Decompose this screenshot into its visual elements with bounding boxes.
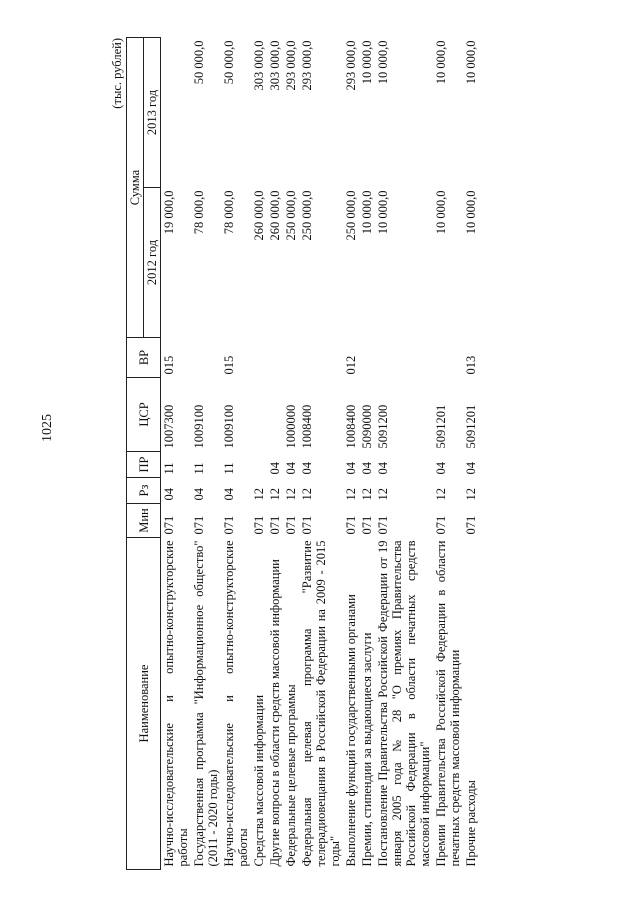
unit-label: (тыс. рублей)	[110, 38, 124, 109]
table-row	[343, 38, 359, 870]
row-vr	[375, 338, 433, 378]
row-amount-2012: 260 000,0	[252, 190, 266, 241]
row-amount-2013: 10 000,0	[376, 40, 390, 85]
row-pr: 04	[268, 462, 282, 475]
table-row	[299, 38, 343, 870]
row-name: Премии, стипендии за выдающиеся заслуги	[360, 632, 374, 867]
header-name: Наименование	[127, 538, 161, 870]
row-pr: 04	[300, 462, 314, 475]
row-amount-2013: 50 000,0	[192, 40, 206, 85]
row-csr	[267, 378, 283, 452]
row-min: 071	[192, 515, 206, 535]
row-rz: 12	[376, 488, 390, 501]
row-pr: 04	[376, 462, 390, 475]
header-sum: Сумма	[127, 38, 144, 338]
row-vr: 013	[464, 355, 478, 375]
table-row	[251, 38, 267, 870]
row-amount-2013: 10 000,0	[434, 40, 448, 85]
rotated-page-content	[112, 38, 572, 870]
row-vr	[267, 338, 283, 378]
row-csr: 1009100	[222, 404, 236, 449]
row-amount-2013: 293 000,0	[344, 40, 358, 91]
row-amount-2013: 50 000,0	[222, 40, 236, 85]
row-amount-2013	[161, 38, 192, 188]
budget-table	[126, 37, 479, 870]
row-vr: 015	[222, 355, 236, 375]
row-name: Другие вопросы в области средств массовой информации	[268, 559, 282, 867]
table-row	[433, 38, 463, 870]
row-pr: 04	[344, 462, 358, 475]
row-amount-2012: 260 000,0	[268, 190, 282, 241]
page-number: 1025	[40, 414, 55, 442]
row-name: Выполнение функций государственными органами	[344, 594, 358, 867]
row-amount-2012: 250 000,0	[300, 190, 314, 241]
row-amount-2012: 250 000,0	[344, 190, 358, 241]
row-name: Научно-исследовательские и опытно-конструкторские работы	[222, 540, 250, 867]
header-rz: Рз	[127, 478, 161, 504]
row-pr: 04	[284, 462, 298, 475]
table-row	[359, 38, 375, 870]
row-min: 071	[162, 515, 176, 535]
row-vr	[251, 338, 267, 378]
row-min: 071	[434, 515, 448, 535]
header-year-2013: 2013 год	[144, 38, 161, 188]
table-row	[221, 38, 251, 870]
row-amount-2012: 250 000,0	[284, 190, 298, 241]
row-csr: 5090000	[360, 404, 374, 449]
table-row	[283, 38, 299, 870]
row-pr	[251, 452, 267, 478]
row-pr: 11	[192, 462, 206, 475]
row-csr: 5091200	[376, 404, 390, 449]
row-name: Государственная программа "Информационное общество" (2011 - 2020 годы)	[192, 540, 220, 867]
row-min: 071	[376, 515, 390, 535]
row-rz: 12	[268, 488, 282, 501]
row-vr	[299, 338, 343, 378]
row-rz: 12	[344, 488, 358, 501]
row-min: 071	[252, 515, 266, 535]
row-rz: 12	[360, 488, 374, 501]
header-pr: ПР	[127, 452, 161, 478]
row-name: Средства массовой информации	[252, 694, 266, 867]
row-vr	[359, 338, 375, 378]
row-amount-2013: 303 000,0	[252, 40, 266, 91]
header-csr: ЦСР	[127, 378, 161, 452]
table-body	[161, 38, 480, 870]
row-rz: 12	[464, 488, 478, 501]
row-vr: 015	[162, 355, 176, 375]
row-min: 071	[222, 515, 236, 535]
row-csr: 1000000	[284, 404, 298, 449]
row-amount-2012: 10 000,0	[434, 190, 448, 235]
row-min: 071	[300, 515, 314, 535]
table-row	[267, 38, 283, 870]
row-pr: 11	[162, 462, 176, 475]
row-csr: 1008400	[344, 404, 358, 449]
row-min: 071	[344, 515, 358, 535]
header-year-2012: 2012 год	[144, 188, 161, 338]
table-row	[463, 38, 479, 870]
row-name: Прочие расходы	[464, 780, 478, 867]
row-rz: 12	[284, 488, 298, 501]
row-rz: 04	[162, 488, 176, 501]
row-rz: 12	[252, 488, 266, 501]
row-amount-2012: 19 000,0	[162, 190, 176, 235]
row-name: Научно-исследовательские и опытно-конструкторские работы	[162, 540, 190, 867]
row-pr: 04	[360, 462, 374, 475]
table-row	[375, 38, 433, 870]
row-amount-2012: 78 000,0	[222, 190, 236, 235]
row-csr: 5091201	[464, 404, 478, 449]
row-csr: 1008400	[300, 404, 314, 449]
row-csr: 1009100	[192, 404, 206, 449]
row-rz: 04	[192, 488, 206, 501]
row-rz: 04	[222, 488, 236, 501]
row-rz: 12	[434, 488, 448, 501]
row-amount-2013: 10 000,0	[464, 40, 478, 85]
row-amount-2013: 10 000,0	[360, 40, 374, 85]
row-csr	[251, 378, 267, 452]
row-pr: 04	[464, 462, 478, 475]
row-vr	[191, 338, 221, 378]
row-amount-2012: 10 000,0	[360, 190, 374, 235]
row-amount-2013: 303 000,0	[268, 40, 282, 91]
row-min: 071	[464, 515, 478, 535]
row-min: 071	[284, 515, 298, 535]
row-csr: 1007300	[162, 404, 176, 449]
row-amount-2013: 293 000,0	[300, 40, 314, 91]
row-vr: 012	[344, 355, 358, 375]
row-csr: 5091201	[434, 404, 448, 449]
header-min: Мин	[127, 504, 161, 538]
row-name: Постановление Правительства Российской Федерации от 19 января 2005 года № 28 "О премиях Правительства Российской Федерации в области печатных средств массовой информации"	[376, 540, 432, 867]
row-vr	[433, 338, 463, 378]
row-vr	[283, 338, 299, 378]
row-pr: 11	[222, 462, 236, 475]
table-header	[127, 38, 161, 870]
row-name: Премии Правительства Российской Федерации в области печатных средств массовой информации	[434, 540, 462, 867]
table-row	[161, 38, 192, 870]
row-min: 071	[268, 515, 282, 535]
table-row	[191, 38, 221, 870]
row-amount-2012: 10 000,0	[376, 190, 390, 235]
header-vr: ВР	[127, 338, 161, 378]
row-amount-2013: 293 000,0	[284, 40, 298, 91]
row-pr: 04	[434, 462, 448, 475]
row-amount-2012: 10 000,0	[464, 190, 478, 235]
row-amount-2012: 78 000,0	[192, 190, 206, 235]
row-rz: 12	[300, 488, 314, 501]
row-min: 071	[360, 515, 374, 535]
row-name: Федеральная целевая программа "Развитие телерадиовещания в Российской Федерации на 2009 - 2015 годы"	[300, 540, 342, 867]
row-name: Федеральные целевые программы	[284, 684, 298, 867]
